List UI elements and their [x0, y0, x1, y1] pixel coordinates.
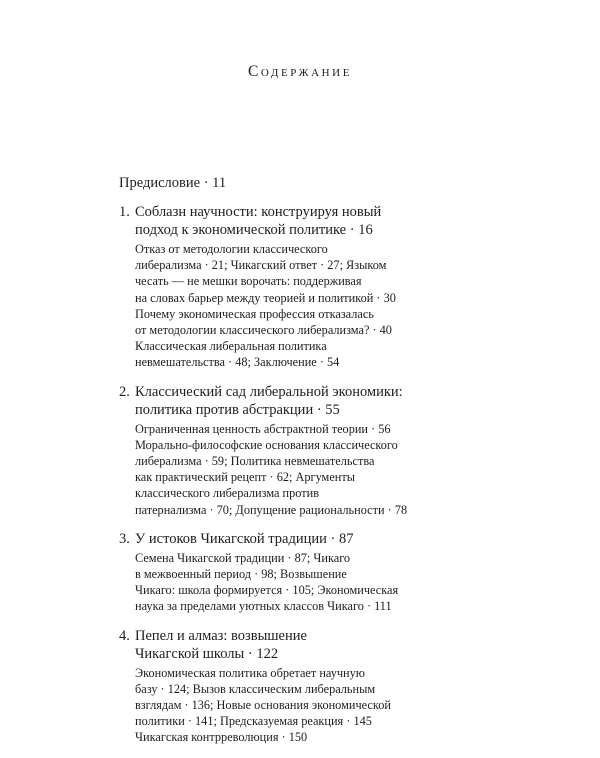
subsection-line: либерализма · 21; Чикагский ответ · 27; Языком — [135, 258, 387, 273]
chapter-subsections — [135, 421, 559, 518]
chapter-title-line: Чикагской школы · 122 — [135, 645, 279, 662]
subsection-line: патернализма · 70; Допущение рациональности · 78 — [135, 502, 408, 517]
subsection-line: либерализма · 59; Политика невмешательства — [135, 454, 375, 469]
chapter-title — [135, 530, 559, 548]
subsection-line: взглядам · 136; Новые основания экономической — [135, 698, 391, 713]
chapter-title-line: Соблазн научности: конструируя новый — [135, 204, 382, 220]
chapter-title-line: Пепел и алмаз: возвышение — [135, 627, 307, 644]
chapter-title — [135, 203, 559, 239]
subsection-line: классического либерализма против — [135, 486, 320, 501]
toc-title: Содержание — [247, 63, 353, 80]
chapter-number: 1. — [119, 204, 130, 220]
subsection-line: Классическая либеральная политика — [135, 339, 327, 354]
chapter-title-line: У истоков Чикагской традиции · 87 — [135, 530, 354, 547]
subsection-line: базу · 124; Вызов классическим либеральным — [135, 681, 376, 696]
subsection-line: Почему экономическая профессия отказалась — [135, 306, 374, 321]
chapter-subsections — [135, 241, 559, 371]
chapter-subsections — [135, 665, 559, 746]
subsection-line: Чикагская контрреволюция · 150 — [135, 730, 308, 745]
subsection-line: на словах барьер между теорией и политикой · 30 — [135, 290, 396, 305]
chapter-subsections — [135, 550, 559, 615]
chapter-title-line: политика против абстракции · 55 — [135, 401, 340, 418]
subsection-line: в межвоенный период · 98; Возвышение — [135, 567, 347, 582]
subsection-line: наука за пределами уютных классов Чикаго · 111 — [135, 599, 392, 614]
subsection-line: политики · 141; Предсказуемая реакция · 145 — [135, 714, 372, 729]
subsection-line: Чикаго: школа формируется · 105; Экономическая — [135, 583, 399, 598]
subsection-line: Семена Чикагской традиции · 87; Чикаго — [135, 550, 351, 565]
chapter-title — [135, 383, 559, 419]
chapter-title-line: подход к экономической политике · 16 — [135, 222, 373, 238]
chapter-1 — [119, 203, 559, 371]
chapter-4 — [119, 627, 559, 746]
chapter-3 — [119, 530, 559, 615]
chapter-title-line: Классический сад либеральной экономики: — [135, 383, 403, 400]
subsection-line: Морально-философские основания классического — [135, 437, 398, 452]
chapter-heading — [119, 627, 559, 663]
subsection-line: Экономическая политика обретает научную — [135, 665, 365, 680]
chapter-number: 2. — [119, 383, 130, 400]
chapter-title — [135, 627, 559, 663]
toc-entry-preface: Предисловие · 11 — [119, 175, 227, 191]
subsection-line: Отказ от методологии классического — [135, 242, 328, 256]
subsection-line: от методологии классического либерализма? · 40 — [135, 323, 392, 338]
chapter-heading — [119, 383, 559, 419]
subsection-line: Ограниченная ценность абстрактной теории · 56 — [135, 421, 391, 436]
chapter-heading — [119, 203, 559, 239]
chapter-2 — [119, 383, 559, 518]
chapter-number: 4. — [119, 627, 130, 644]
table-of-contents — [119, 174, 559, 758]
subsection-line: невмешательства · 48; Заключение · 54 — [135, 355, 340, 370]
chapter-number: 3. — [119, 530, 130, 547]
chapter-list — [119, 203, 559, 746]
subsection-line: как практический рецепт · 62; Аргументы — [135, 470, 356, 485]
chapter-heading — [119, 530, 559, 548]
subsection-line: чесать — не мешки ворочать: поддерживая — [135, 274, 362, 289]
